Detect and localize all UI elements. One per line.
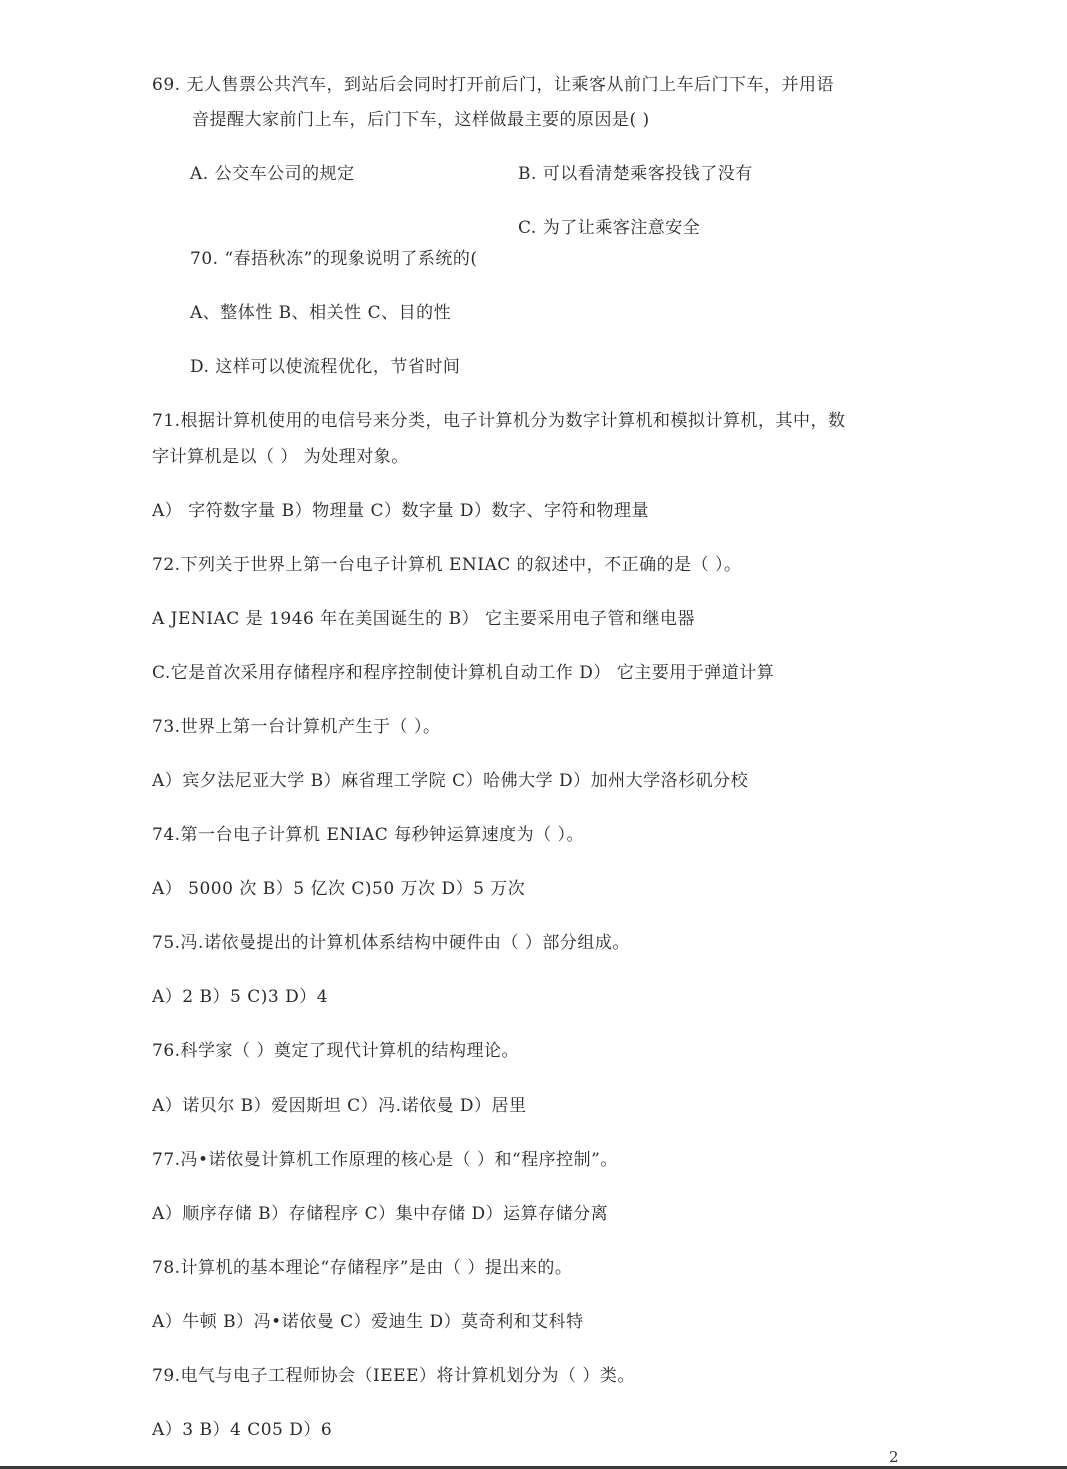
q69-option-c: C. 为了让乘客注意安全 (518, 218, 701, 238)
q71-stem-line1: 71.根据计算机使用的电信号来分类，电子计算机分为数字计算机和模拟计算机，其中，数 (152, 411, 846, 431)
q77-options: A）顺序存储 B）存储程序 C）集中存储 D）运算存储分离 (152, 1204, 609, 1224)
q74-options: A） 5000 次 B）5 亿次 C)50 万次 D）5 万次 (152, 879, 526, 899)
q75-options: A）2 B）5 C)3 D）4 (152, 987, 329, 1007)
q75-stem: 75.冯.诺依曼提出的计算机体系结构中硬件由（ ）部分组成。 (152, 933, 630, 953)
q70-options: A、整体性 B、相关性 C、目的性 (190, 303, 452, 323)
q69-stem-line1: 69. 无人售票公共汽车，到站后会同时打开前后门，让乘客从前门上车后门下车，并用语 (152, 75, 834, 95)
q73-options: A）宾夕法尼亚大学 B）麻省理工学院 C）哈佛大学 D）加州大学洛杉矶分校 (152, 771, 749, 791)
q74-stem: 74.第一台电子计算机 ENIAC 每秒钟运算速度为（ ）。 (152, 825, 585, 845)
q77-stem: 77.冯•诺依曼计算机工作原理的核心是（ ）和“程序控制”。 (152, 1150, 618, 1170)
q70-stem: 70. “春捂秋冻”的现象说明了系统的( (190, 249, 478, 269)
q70-option-d: D. 这样可以使流程优化，节省时间 (190, 357, 461, 377)
q72-options-line2: C.它是首次采用存储程序和程序控制使计算机自动工作 D） 它主要用于弹道计算 (152, 663, 775, 683)
q71-options: A） 字符数字量 B）物理量 C）数字量 D）数字、字符和物理量 (152, 501, 650, 521)
q73-stem: 73.世界上第一台计算机产生于（ ）。 (152, 717, 441, 737)
q69-stem-line2: 音提醒大家前门上车，后门下车，这样做最主要的原因是( ) (192, 110, 650, 130)
q71-stem-line2: 字计算机是以（ ） 为处理对象。 (152, 447, 409, 467)
page-number: 2 (889, 1448, 899, 1466)
q79-stem: 79.电气与电子工程师协会（IEEE）将计算机划分为（ ）类。 (152, 1366, 635, 1386)
q76-options: A）诺贝尔 B）爱因斯坦 C）冯.诺依曼 D）居里 (152, 1096, 527, 1116)
q79-options: A）3 B）4 C05 D）6 (152, 1420, 333, 1440)
q69-option-b: B. 可以看清楚乘客投钱了没有 (518, 164, 753, 184)
q76-stem: 76.科学家（ ）奠定了现代计算机的结构理论。 (152, 1041, 519, 1061)
q78-options: A）牛顿 B）冯•诺依曼 C）爱迪生 D）莫奇利和艾科特 (152, 1312, 584, 1332)
q69-option-a: A. 公交车公司的规定 (190, 164, 355, 184)
q72-options-line1: A JENIAC 是 1946 年在美国诞生的 B） 它主要采用电子管和继电器 (152, 609, 696, 629)
q72-stem: 72.下列关于世界上第一台电子计算机 ENIAC 的叙述中，不正确的是（ ）。 (152, 555, 742, 575)
q78-stem: 78.计算机的基本理论“存储程序”是由（ ）提出来的。 (152, 1258, 573, 1278)
